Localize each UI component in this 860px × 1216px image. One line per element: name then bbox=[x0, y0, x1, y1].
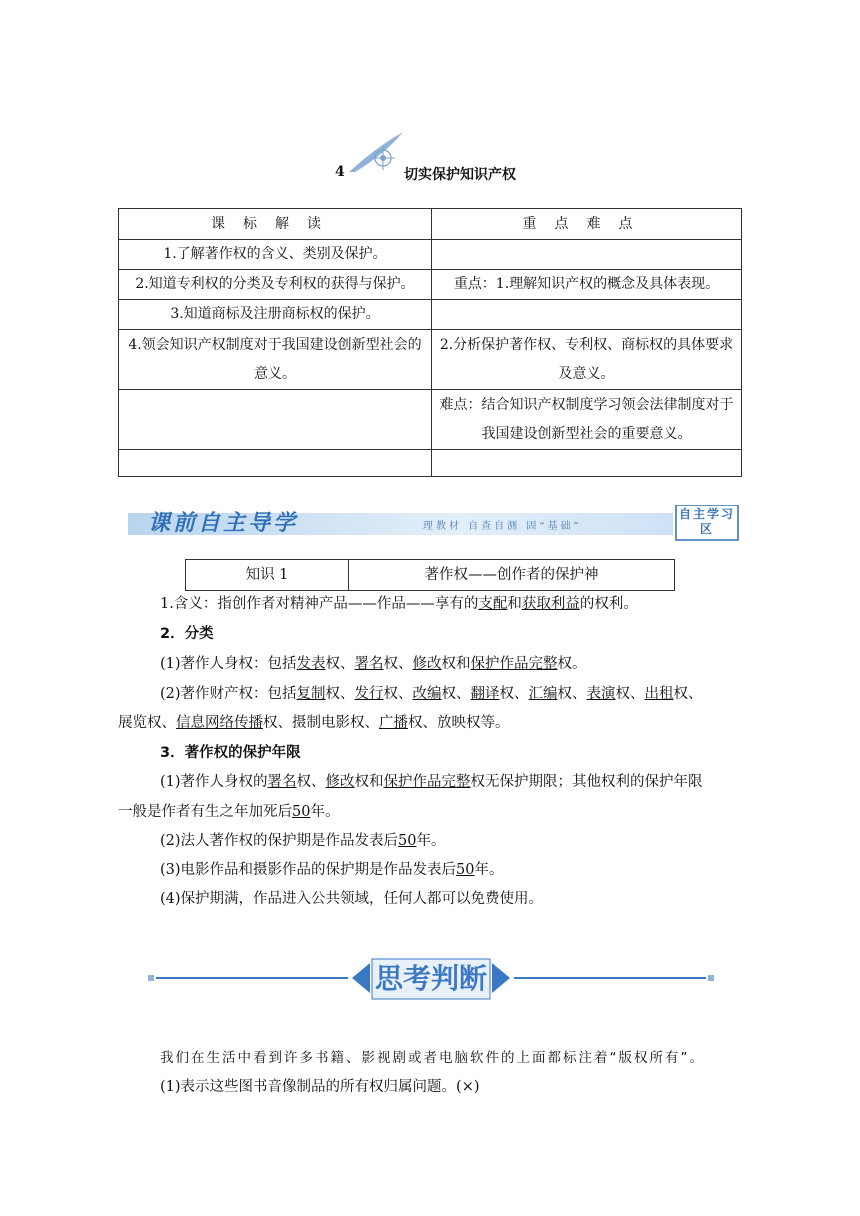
answer-blank: 汇编 bbox=[528, 686, 558, 702]
knowledge-label: 知识 1 bbox=[186, 560, 349, 590]
table-cell bbox=[432, 450, 742, 477]
section-banner bbox=[128, 505, 740, 541]
paragraph-period-personal bbox=[160, 770, 740, 791]
text: 的权利。 bbox=[579, 596, 638, 612]
knowledge-title: 著作权——创作者的保护神 bbox=[424, 567, 599, 583]
answer-blank: 修改 bbox=[412, 656, 442, 672]
text: (1)著作人身权：包括 bbox=[160, 656, 297, 672]
banner-subtitle: 理教材 自查自测 固“基础” bbox=[423, 521, 582, 532]
table-cell: 难点：结合知识产权制度学习领会法律制度对于我国建设创新型社会的重要意义。 bbox=[432, 390, 742, 450]
answer-blank: 改编 bbox=[412, 686, 442, 702]
text: 1.含义：指创作者对精神产品——作品——享有的 bbox=[160, 596, 479, 612]
answer-blank: 发表 bbox=[296, 656, 326, 672]
table-cell bbox=[119, 390, 432, 450]
answer-blank: 出租 bbox=[644, 686, 674, 702]
answer-blank: 广播 bbox=[379, 715, 408, 731]
text: 权、 bbox=[325, 686, 355, 702]
answer-blank: 保护作品完整 bbox=[470, 656, 558, 672]
text: 权、 bbox=[499, 686, 529, 702]
keypoints-col-header: 重点难点 bbox=[432, 209, 742, 240]
answer-blank: 署名 bbox=[267, 774, 297, 790]
paragraph-personal-rights bbox=[160, 652, 740, 673]
table-cell bbox=[432, 300, 742, 330]
answer-blank: 50 bbox=[456, 862, 475, 878]
table-cell: 3.知道商标及注册商标权的保护。 bbox=[119, 300, 432, 330]
answer-blank: 翻译 bbox=[470, 686, 500, 702]
answer-blank: 50 bbox=[292, 804, 311, 820]
text: 权和 bbox=[354, 774, 384, 790]
text: 年。 bbox=[310, 804, 340, 820]
text: 权、 bbox=[325, 656, 355, 672]
paragraph-period-legal-person bbox=[160, 829, 740, 850]
heading-classification: 2．分类 bbox=[160, 626, 214, 642]
paragraph-period-film bbox=[160, 858, 740, 879]
answer-blank: 修改 bbox=[325, 774, 355, 790]
text: 权、放映权等。 bbox=[408, 715, 510, 731]
answer-blank: 50 bbox=[398, 833, 417, 849]
text: (2)著作财产权：包括 bbox=[160, 686, 297, 702]
text: 权、摄制电影权、 bbox=[263, 715, 379, 731]
table-cell: 1.了解著作权的含义、类别及保护。 bbox=[119, 240, 432, 270]
text: 权、 bbox=[557, 686, 587, 702]
text: 展览权、 bbox=[118, 715, 176, 731]
think-section-header bbox=[148, 955, 714, 1005]
paragraph-property-rights-cont bbox=[118, 711, 698, 732]
table-cell bbox=[119, 450, 432, 477]
paragraph-public-domain: (4)保护期满，作品进入公共领域，任何人都可以免费使用。 bbox=[160, 891, 544, 907]
text: 权、 bbox=[673, 686, 703, 702]
text: (2)法人著作权的保护期是作品发表后 bbox=[160, 833, 399, 849]
table-cell bbox=[432, 240, 742, 270]
table-cell: 2.知道专利权的分类及专利权的获得与保护。 bbox=[119, 270, 432, 300]
answer-blank: 支配 bbox=[478, 596, 508, 612]
text: 和 bbox=[507, 596, 522, 612]
paragraph-property-rights bbox=[160, 682, 740, 703]
banner-badge: 自主学习区 bbox=[679, 507, 736, 536]
answer-blank: 信息网络传播 bbox=[176, 715, 263, 731]
text: 权、 bbox=[296, 774, 326, 790]
text: (1)著作人身权的 bbox=[160, 774, 268, 790]
text: 权、 bbox=[383, 656, 413, 672]
objectives-col-header: 课标解读 bbox=[119, 209, 432, 240]
text: 年。 bbox=[416, 833, 446, 849]
text: 权、 bbox=[615, 686, 645, 702]
table-cell: 4.领会知识产权制度对于我国建设创新型社会的意义。 bbox=[119, 330, 432, 390]
think-section-title: 思考判断 bbox=[374, 962, 487, 995]
text: 权无保护期限；其他权利的保护年限 bbox=[470, 774, 703, 790]
question-item-1: (1)表示这些图书音像制品的所有权归属问题。(×) bbox=[160, 1079, 480, 1095]
answer-blank: 保护作品完整 bbox=[383, 774, 471, 790]
text: 权、 bbox=[441, 686, 471, 702]
knowledge-box bbox=[185, 559, 675, 591]
banner-title: 课前自主导学 bbox=[148, 510, 299, 536]
objectives-table bbox=[118, 208, 742, 477]
answer-blank: 署名 bbox=[354, 656, 384, 672]
chapter-title: 切实保护知识产权 bbox=[404, 167, 516, 183]
chapter-number: 4 bbox=[335, 164, 345, 180]
answer-blank: 复制 bbox=[296, 686, 326, 702]
paragraph-period-personal-cont bbox=[118, 800, 698, 821]
text: 权和 bbox=[441, 656, 471, 672]
text: 权、 bbox=[383, 686, 413, 702]
chapter-title-row bbox=[0, 158, 860, 188]
answer-blank: 发行 bbox=[354, 686, 384, 702]
table-cell: 重点：1.理解知识产权的概念及具体表现。 bbox=[432, 270, 742, 300]
answer-blank: 获取利益 bbox=[521, 596, 580, 612]
text: 一般是作者有生之年加死后 bbox=[118, 804, 292, 820]
heading-protection-period: 3．著作权的保护年限 bbox=[160, 745, 301, 761]
text: 年。 bbox=[474, 862, 504, 878]
text: (3)电影作品和摄影作品的保护期是作品发表后 bbox=[160, 862, 457, 878]
answer-blank: 表演 bbox=[586, 686, 616, 702]
table-cell: 2.分析保护著作权、专利权、商标权的具体要求及意义。 bbox=[432, 330, 742, 390]
text: 权。 bbox=[557, 656, 587, 672]
paragraph-definition bbox=[160, 592, 740, 613]
question-intro: 我们在生活中看到许多书籍、影视剧或者电脑软件的上面都标注着“版权所有”。 bbox=[160, 1050, 705, 1066]
